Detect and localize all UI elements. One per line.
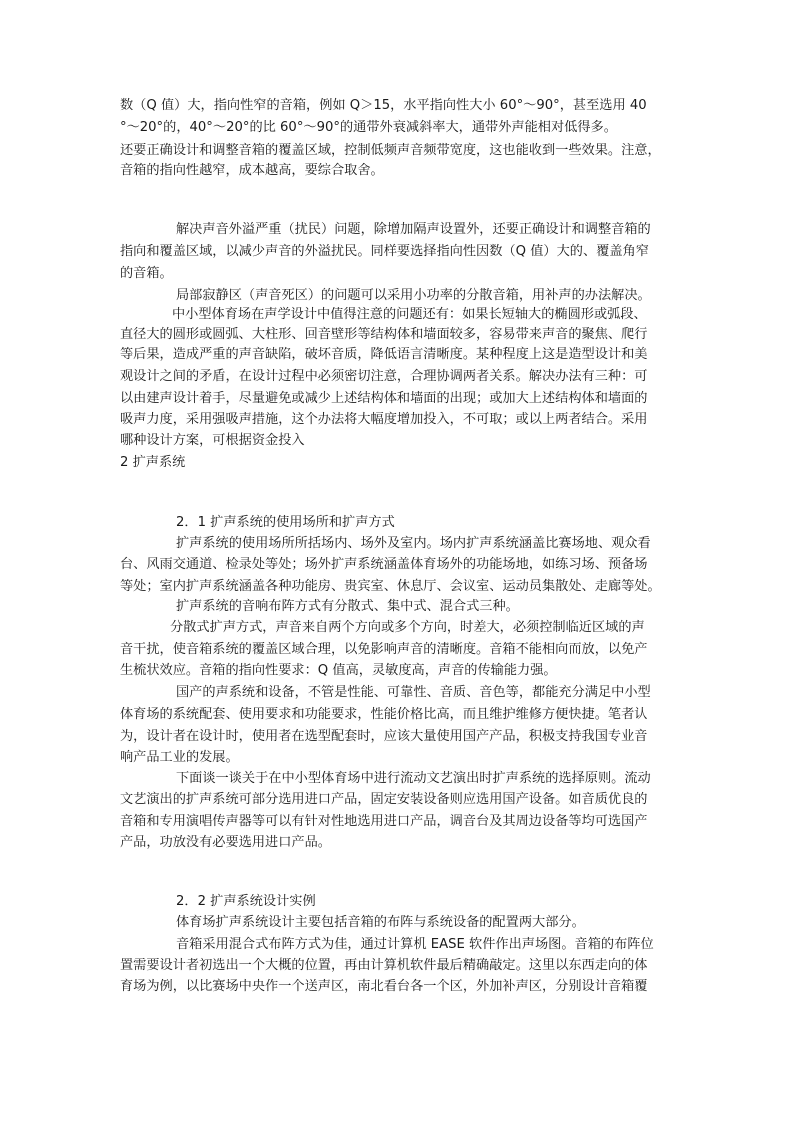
paragraph-line: 以由建声设计着手，尽量避免或减少上述结构体和墙面的出现；或加大上述结构体和墙面的 (120, 391, 648, 406)
paragraph-line: 国产的声系统和设备，不管是性能、可靠性、音质、音色等，都能充分满足中小型 (176, 685, 651, 700)
paragraph-line: 分散式扩声方式，声音来自两个方向或多个方向，时差大，必须控制临近区域的声 (170, 620, 645, 635)
paragraph-line: 音箱的指向性越窄，成本越高，要综合取舍。 (120, 163, 384, 178)
paragraph-line: 数（Q 值）大，指向性窄的音箱，例如 Q＞15，水平指向性大小 60°～90°，甚至选用 40 (120, 98, 647, 113)
paragraph-line: 体育场扩声系统设计主要包括音箱的布阵与系统设备的配置两大部分。 (176, 915, 585, 930)
paragraph-line: 吸声力度，采用强吸声措施，这个办法将大幅度增加投入，不可取；或以上两者结合。采用 (120, 412, 648, 427)
paragraph-line: 台、风雨交通道、检录处等处；场外扩声系统涵盖体育场外的功能场地，如练习场、预备场 (120, 557, 648, 572)
paragraph-line: 扩声系统的使用场所所括场内、场外及室内。场内扩声系统涵盖比赛场地、观众看 (176, 536, 651, 551)
paragraph-line: °～20°的，40°～20°的比 60°～90°的通带外衰减斜率大，通带外声能相对低得多。 (120, 120, 617, 135)
paragraph-line: 直径大的圆形或圆弧、大柱形、回音壁形等结构体和墙面较多，容易带来声音的聚焦、爬行 (120, 327, 648, 342)
subsection-heading: 2．2 扩声系统设计实例 (176, 894, 316, 909)
paragraph-line: 下面谈一谈关于在中小型体育场中进行流动文艺演出时扩声系统的选择原则。流动 (176, 771, 651, 786)
subsection-heading: 2．1 扩声系统的使用场所和扩声方式 (176, 515, 395, 530)
paragraph-line: 哪种设计方案，可根据资金投入 (120, 433, 305, 448)
paragraph-line: 生梳状效应。音箱的指向性要求：Q 值高，灵敏度高，声音的传输能力强。 (120, 663, 557, 678)
paragraph-line: 中小型体育场在声学设计中值得注意的问题还有：如果长短轴大的椭圆形或弧段、 (172, 307, 647, 322)
paragraph-line: 等后果，造成严重的声音缺陷，破坏音质，降低语言清晰度。某种程度上这是造型设计和美 (120, 347, 648, 362)
paragraph-line: 响产品工业的发展。 (120, 750, 239, 765)
paragraph-line: 产品，功放没有必要选用进口产品。 (120, 835, 331, 850)
paragraph-line: 扩声系统的音响布阵方式有分散式、集中式、混合式三种。 (176, 599, 519, 614)
paragraph-line: 文艺演出的扩声系统可部分选用进口产品，固定安装设备则应选用国产设备。如音质优良的 (120, 792, 648, 807)
paragraph-line: 音箱采用混合式布阵方式为佳，通过计算机 EASE 软件作出声场图。音箱的布阵位 (176, 937, 654, 952)
paragraph-line: 育场为例，以比赛场中央作一个送声区，南北看台各一个区，外加补声区，分别设计音箱覆 (120, 979, 648, 994)
paragraph-line: 体育场的系统配套、使用要求和功能要求，性能价格比高，而且维护维修方便快捷。笔者认 (120, 707, 648, 722)
paragraph-line: 音干扰，使音箱系统的覆盖区域合理，以免影响声音的清晰度。音箱不能相向而放，以免产 (120, 642, 648, 657)
paragraph-line: 观设计之间的矛盾，在设计过程中必须密切注意，合理协调两者关系。解决办法有三种：可 (120, 369, 648, 384)
paragraph-line: 指向和覆盖区域，以减少声音的外溢扰民。同样要选择指向性因数（Q 值）大的、覆盖角窄 (120, 244, 649, 259)
paragraph-line: 局部寂静区（声音死区）的问题可以采用小功率的分散音箱，用补声的办法解决。 (176, 288, 651, 303)
paragraph-line: 置需要设计者初选出一个大概的位置，再由计算机软件最后精确敲定。这里以东西走向的体 (120, 958, 648, 973)
section-heading: 2 扩声系统 (120, 455, 186, 470)
paragraph-line: 为，设计者在设计时，使用者在选型配套时，应该大量使用国产产品，积极支持我国专业音 (120, 729, 648, 744)
paragraph-line: 的音箱。 (120, 266, 173, 281)
paragraph-line: 等处；室内扩声系统涵盖各种功能房、贵宾室、休息厅、会议室、运动员集散处、走廊等处。 (120, 579, 661, 594)
paragraph-line: 解决声音外溢严重（扰民）问题，除增加隔声设置外，还要正确设计和调整音箱的 (176, 222, 651, 237)
paragraph-line: 音箱和专用演唱传声器等可以有针对性地选用进口产品，调音台及其周边设备等均可选国产 (120, 814, 648, 829)
paragraph-line: 还要正确设计和调整音箱的覆盖区域，控制低频声音频带宽度，这也能收到一些效果。注意， (120, 143, 661, 158)
